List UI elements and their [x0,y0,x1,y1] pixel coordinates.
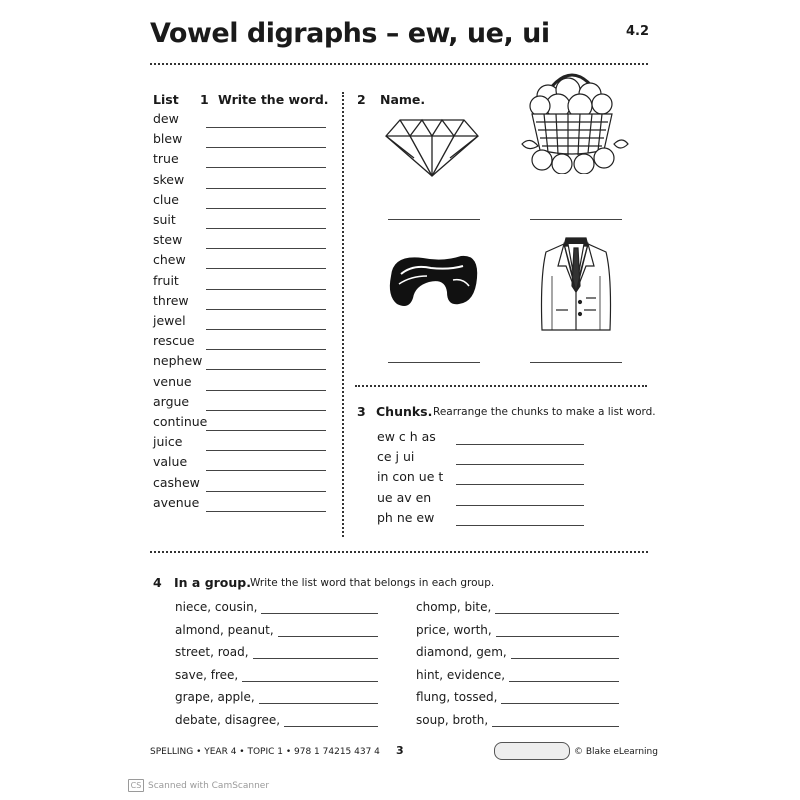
chunk-answer-line[interactable] [456,444,584,445]
list-word: fruit [153,272,179,288]
q3-heading: Chunks. [376,404,433,419]
answer-line-diamond[interactable] [388,219,480,220]
page-code: 4.2 [626,24,650,39]
group-row [175,645,378,659]
basket-of-apples-picture [512,56,632,174]
group-prompt: price, worth, [416,622,492,637]
group-prompt: flung, tossed, [416,690,498,704]
list-word: continue [153,414,208,429]
group-answer-line[interactable] [278,624,378,637]
write-word-line[interactable] [206,470,326,471]
group-prompt: diamond, gem, [416,645,507,659]
write-word-line[interactable] [206,329,326,330]
write-word-line[interactable] [206,390,326,391]
list-word: jewel [153,313,186,328]
list-word: cashew [153,474,200,490]
list-word: suit [153,212,176,227]
answer-line-cashew[interactable] [388,362,480,363]
write-word-line[interactable] [206,127,326,128]
list-word: clue [153,191,179,207]
write-word-line[interactable] [206,268,326,269]
write-word-line[interactable] [206,188,326,189]
group-answer-line[interactable] [496,624,619,637]
list-word: argue [153,393,190,409]
group-prompt: street, road, [175,645,249,659]
q2-number: 2 [357,92,366,107]
group-prompt: chomp, bite, [416,600,492,614]
list-word: venue [153,373,192,389]
list-word: stew [153,232,183,248]
write-word-line[interactable] [206,248,326,249]
section-divider [355,385,647,387]
chunk-answer-line[interactable] [456,505,584,506]
write-word-line[interactable] [206,167,326,168]
chunk-item: in con ue t [377,469,444,485]
group-row [416,600,619,614]
group-row [416,668,619,682]
group-answer-line[interactable] [259,691,378,704]
group-row [416,623,619,637]
write-word-line[interactable] [206,369,326,370]
group-row [416,690,619,704]
list-word: dew [153,111,179,126]
list-word: true [153,151,179,167]
cashew-picture [383,248,483,314]
list-word: blew [153,131,183,147]
group-answer-line[interactable] [495,601,619,614]
write-word-line[interactable] [206,450,326,451]
group-answer-line[interactable] [501,691,619,704]
group-prompt: grape, apple, [175,690,255,704]
q3-number: 3 [357,404,366,419]
chunk-item: ue av en [377,489,432,505]
q2-heading: Name. [380,92,426,107]
footer-copyright: © Blake eLearning [574,747,658,757]
group-answer-line[interactable] [242,669,378,682]
group-divider [150,551,648,553]
write-word-line[interactable] [206,349,326,350]
list-word: skew [153,171,185,187]
group-answer-line[interactable] [253,646,378,659]
write-word-line[interactable] [206,491,326,492]
chunk-answer-line[interactable] [456,464,584,465]
page-title: Vowel digraphs – ew, ue, ui [150,18,550,49]
group-prompt: soup, broth, [416,712,489,727]
q1-number: 1 [200,92,209,107]
group-answer-line[interactable] [284,714,378,727]
group-row [416,645,619,659]
q3-instruction: Rearrange the chunks to make a list word. [433,406,656,418]
group-answer-line[interactable] [261,601,378,614]
list-word: value [153,454,188,470]
q4-number: 4 [153,575,162,590]
scanner-note: Scanned with CamScanner [148,781,270,791]
footer-page-number: 3 [396,744,404,757]
chunk-item: ph ne ew [377,509,435,525]
group-prompt: hint, evidence, [416,667,506,682]
list-heading: List [153,92,179,107]
answer-line-suit[interactable] [530,362,622,363]
chunk-answer-line[interactable] [456,484,584,485]
column-divider [342,92,344,537]
write-word-line[interactable] [206,228,326,229]
group-row [175,668,378,682]
group-row [175,713,378,727]
write-word-line[interactable] [206,511,326,512]
write-word-line[interactable] [206,289,326,290]
group-row [175,690,378,704]
list-word: threw [153,292,189,308]
group-row [416,713,619,727]
diamond-picture [384,118,480,178]
group-prompt: debate, disagree, [175,712,281,727]
series-logo [494,742,570,760]
write-word-line[interactable] [206,309,326,310]
q4-heading: In a group. [174,575,251,590]
chunk-answer-line[interactable] [456,525,584,526]
list-word: avenue [153,494,200,510]
footer-series: SPELLING • YEAR 4 • TOPIC 1 • 978 1 74215 437 4 [150,747,380,757]
answer-line-basket[interactable] [530,219,622,220]
suit-jacket-picture [538,236,614,332]
group-answer-line[interactable] [509,669,619,682]
list-word: chew [153,252,186,268]
write-word-line[interactable] [206,147,326,148]
group-row [175,623,378,637]
group-prompt: save, free, [175,667,239,682]
write-word-line[interactable] [206,430,326,431]
q4-instruction: Write the list word that belongs in each group. [250,577,495,589]
write-word-line[interactable] [206,410,326,411]
q1-heading: Write the word. [218,92,329,107]
group-row [175,600,378,614]
group-answer-line[interactable] [492,714,619,727]
chunk-item: ce j ui [377,449,415,465]
group-answer-line[interactable] [511,646,619,659]
list-word: nephew [153,353,203,369]
list-word: rescue [153,333,195,349]
write-word-line[interactable] [206,208,326,209]
group-prompt: niece, cousin, [175,600,258,614]
group-prompt: almond, peanut, [175,622,274,637]
camscanner-badge: CS [128,779,144,792]
list-word: juice [153,434,183,450]
chunk-item: ew c h as [377,429,436,444]
